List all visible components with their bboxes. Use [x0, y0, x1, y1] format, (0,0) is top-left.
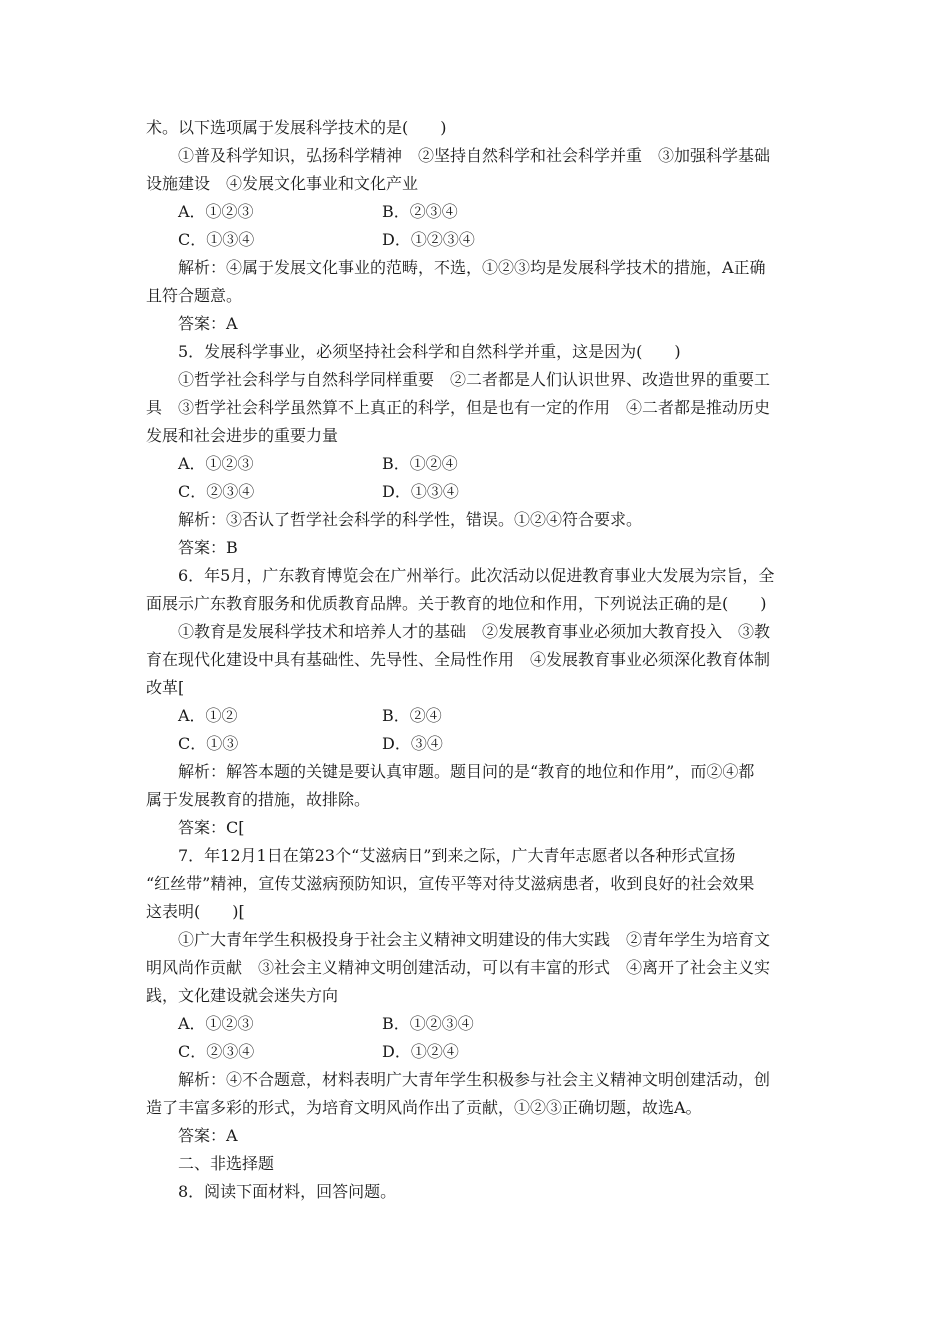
- text-line: 且符合题意。: [146, 286, 243, 305]
- answer-option: B．②③④: [382, 202, 458, 221]
- text-line: ①普及科学知识，弘扬科学精神 ②坚持自然科学和社会科学并重 ③加强科学基础: [178, 146, 771, 165]
- answer-options-row: [146, 450, 810, 478]
- answer-option: A．①②③: [178, 202, 254, 221]
- text-line: ①广大青年学生积极投身于社会主义精神文明建设的伟大实践 ②青年学生为培育文: [178, 930, 771, 949]
- text-line: 二、非选择题: [178, 1154, 275, 1173]
- answer-option: B．①②③④: [382, 1014, 474, 1033]
- document-body: [146, 114, 810, 1206]
- answer-option: B．②④: [382, 706, 442, 725]
- text-line: 发展和社会进步的重要力量: [146, 426, 339, 445]
- answer-option: D．③④: [382, 734, 443, 753]
- text-line: 具 ③哲学社会科学虽然算不上真正的科学，但是也有一定的作用 ④二者都是推动历史: [146, 398, 771, 417]
- answer-option: C．①③④: [178, 230, 255, 249]
- text-line: 6．年5月，广东教育博览会在广州举行。此次活动以促进教育事业大发展为宗旨，全: [178, 566, 775, 585]
- text-line: 8．阅读下面材料，回答问题。: [178, 1182, 397, 1201]
- text-line: 明风尚作贡献 ③社会主义精神文明创建活动，可以有丰富的形式 ④离开了社会主义实: [146, 958, 771, 977]
- text-line: 术。以下选项属于发展科学技术的是( ): [146, 118, 447, 137]
- text-line: 5．发展科学事业，必须坚持社会科学和自然科学并重，这是因为( ): [178, 342, 681, 361]
- text-line: 这表明( )[: [146, 902, 245, 921]
- answer-options-row: [146, 1010, 810, 1038]
- answer-option: C．①③: [178, 734, 239, 753]
- answer-option: C．②③④: [178, 1042, 255, 1061]
- answer-options-row: [146, 226, 810, 254]
- text-line: 答案：A: [178, 314, 238, 333]
- text-line: 面展示广东教育服务和优质教育品牌。关于教育的地位和作用，下列说法正确的是( ): [146, 594, 767, 613]
- text-line: 育在现代化建设中具有基础性、先导性、全局性作用 ④发展教育事业必须深化教育体制: [146, 650, 771, 669]
- text-line: 7．年12月1日在第23个“艾滋病日”到来之际，广大青年志愿者以各种形式宣扬: [178, 846, 736, 865]
- answer-options-row: [146, 730, 810, 758]
- text-line: ①哲学社会科学与自然科学同样重要 ②二者都是人们认识世界、改造世界的重要工: [178, 370, 771, 389]
- text-line: 设施建设 ④发展文化事业和文化产业: [146, 174, 419, 193]
- answer-option: D．①②③④: [382, 230, 475, 249]
- text-line: 改革[: [146, 678, 185, 697]
- answer-option: A．①②③: [178, 1014, 254, 1033]
- text-line: 解析：解答本题的关键是要认真审题。题目问的是“教育的地位和作用”，而②④都: [178, 762, 755, 781]
- text-line: 解析：④不合题意，材料表明广大青年学生积极参与社会主义精神文明创建活动，创: [178, 1070, 771, 1089]
- text-line: 践，文化建设就会迷失方向: [146, 986, 339, 1005]
- text-line: 答案：C[: [178, 818, 245, 837]
- answer-option: D．①③④: [382, 482, 459, 501]
- text-line: 解析：③否认了哲学社会科学的科学性，错误。①②④符合要求。: [178, 510, 643, 529]
- text-line: 造了丰富多彩的形式，为培育文明风尚作出了贡献，①②③正确切题，故选A。: [146, 1098, 702, 1117]
- text-line: 属于发展教育的措施，故排除。: [146, 790, 371, 809]
- text-line: ①教育是发展科学技术和培养人才的基础 ②发展教育事业必须加大教育投入 ③教: [178, 622, 771, 641]
- text-line: 答案：B: [178, 538, 238, 557]
- answer-options-row: [146, 198, 810, 226]
- text-line: 解析：④属于发展文化事业的范畴，不选，①②③均是发展科学技术的措施，A正确: [178, 258, 766, 277]
- answer-option: C．②③④: [178, 482, 255, 501]
- text-line: 答案：A: [178, 1126, 238, 1145]
- answer-options-row: [146, 702, 810, 730]
- answer-options-row: [146, 478, 810, 506]
- answer-option: D．①②④: [382, 1042, 459, 1061]
- text-line: “红丝带”精神，宣传艾滋病预防知识，宣传平等对待艾滋病患者，收到良好的社会效果: [146, 874, 755, 893]
- answer-option: B．①②④: [382, 454, 458, 473]
- answer-options-row: [146, 1038, 810, 1066]
- answer-option: A．①②③: [178, 454, 254, 473]
- answer-option: A．①②: [178, 706, 238, 725]
